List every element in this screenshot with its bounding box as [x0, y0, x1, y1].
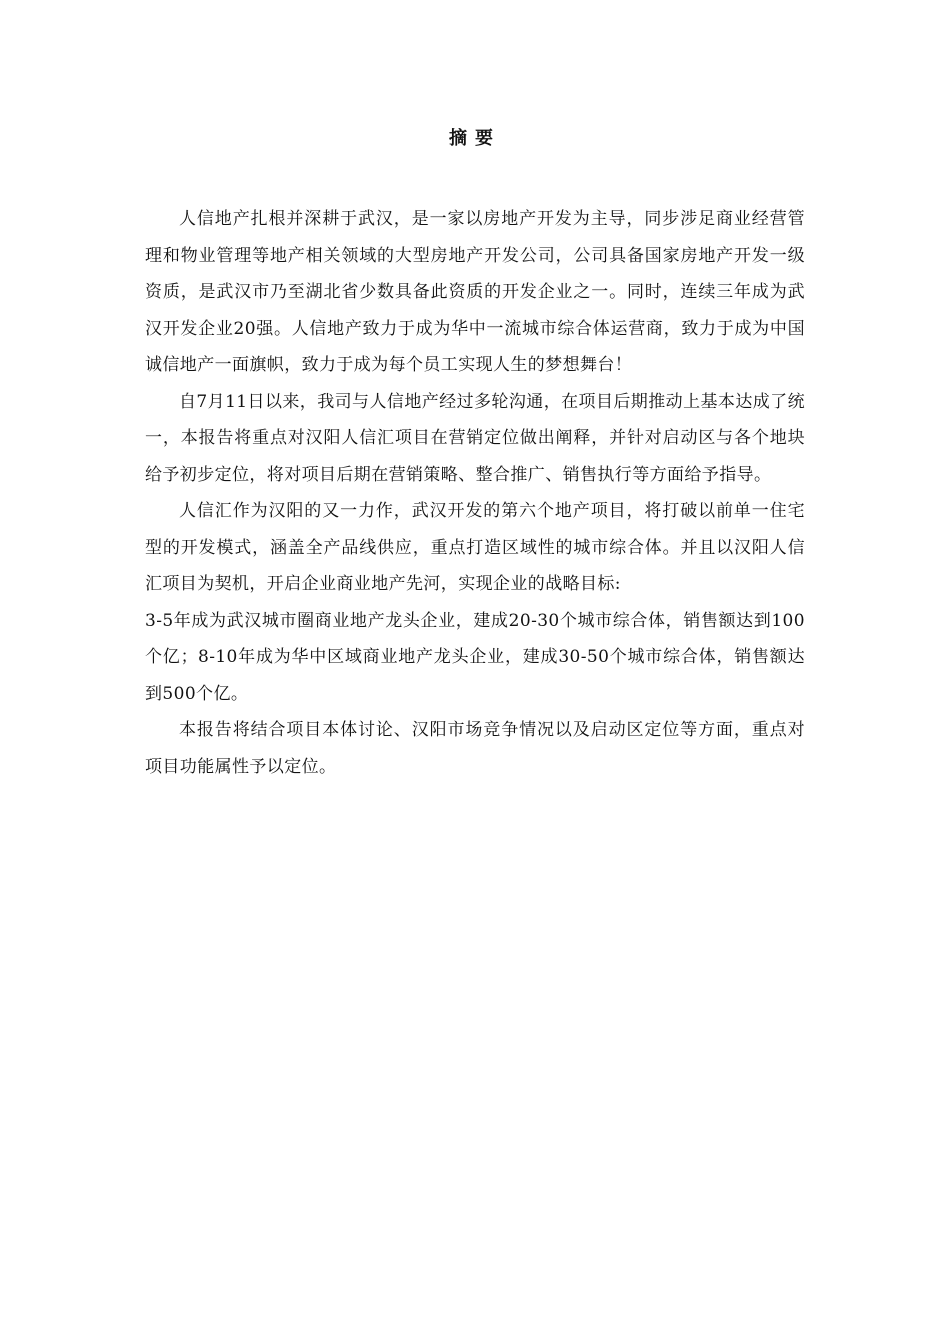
paragraph-strategic-goals: 3-5年成为武汉城市圈商业地产龙头企业，建成20-30个城市综合体，销售额达到100个亿；8-10年成为华中区域商业地产龙头企业，建成30-50个城市综合体，销售额达到500个亿。 [145, 610, 805, 704]
paragraph-project-intro: 人信汇作为汉阳的又一力作，武汉开发的第六个地产项目，将打破以前单一住宅型的开发模式，涵盖全产品线供应，重点打造区域性的城市综合体。并且以汉阳人信汇项目为契机，开启企业商业地产先河，实现企业的战略目标: [145, 501, 805, 594]
page-title: 摘要 [449, 128, 501, 149]
paragraph-company-intro: 人信地产扎根并深耕于武汉，是一家以房地产开发为主导，同步涉足商业经营管理和物业管理等地产相关领域的大型房地产开发公司，公司具备国家房地产开发一级资质，是武汉市乃至湖北省少数具备此资质的开发企业之一。同时，连续三年成为武汉开发企业20强。人信地产致力于成为华中一流城市综合体运营商，致力于成为中国诚信地产一面旗帜，致力于成为每个员工实现人生的梦想舞台！ [145, 209, 805, 375]
body-text [145, 201, 805, 785]
paragraph-report-summary: 本报告将结合项目本体讨论、汉阳市场竞争情况以及启动区定位等方面，重点对项目功能属性予以定位。 [145, 720, 805, 777]
paragraph-report-scope: 自7月11日以来，我司与人信地产经过多轮沟通，在项目后期推动上基本达成了统一，本报告将重点对汉阳人信汇项目在营销定位做出阐释，并针对启动区与各个地块给予初步定位，将对项目后期在营销策略、整合推广、销售执行等方面给予指导。 [145, 391, 805, 485]
